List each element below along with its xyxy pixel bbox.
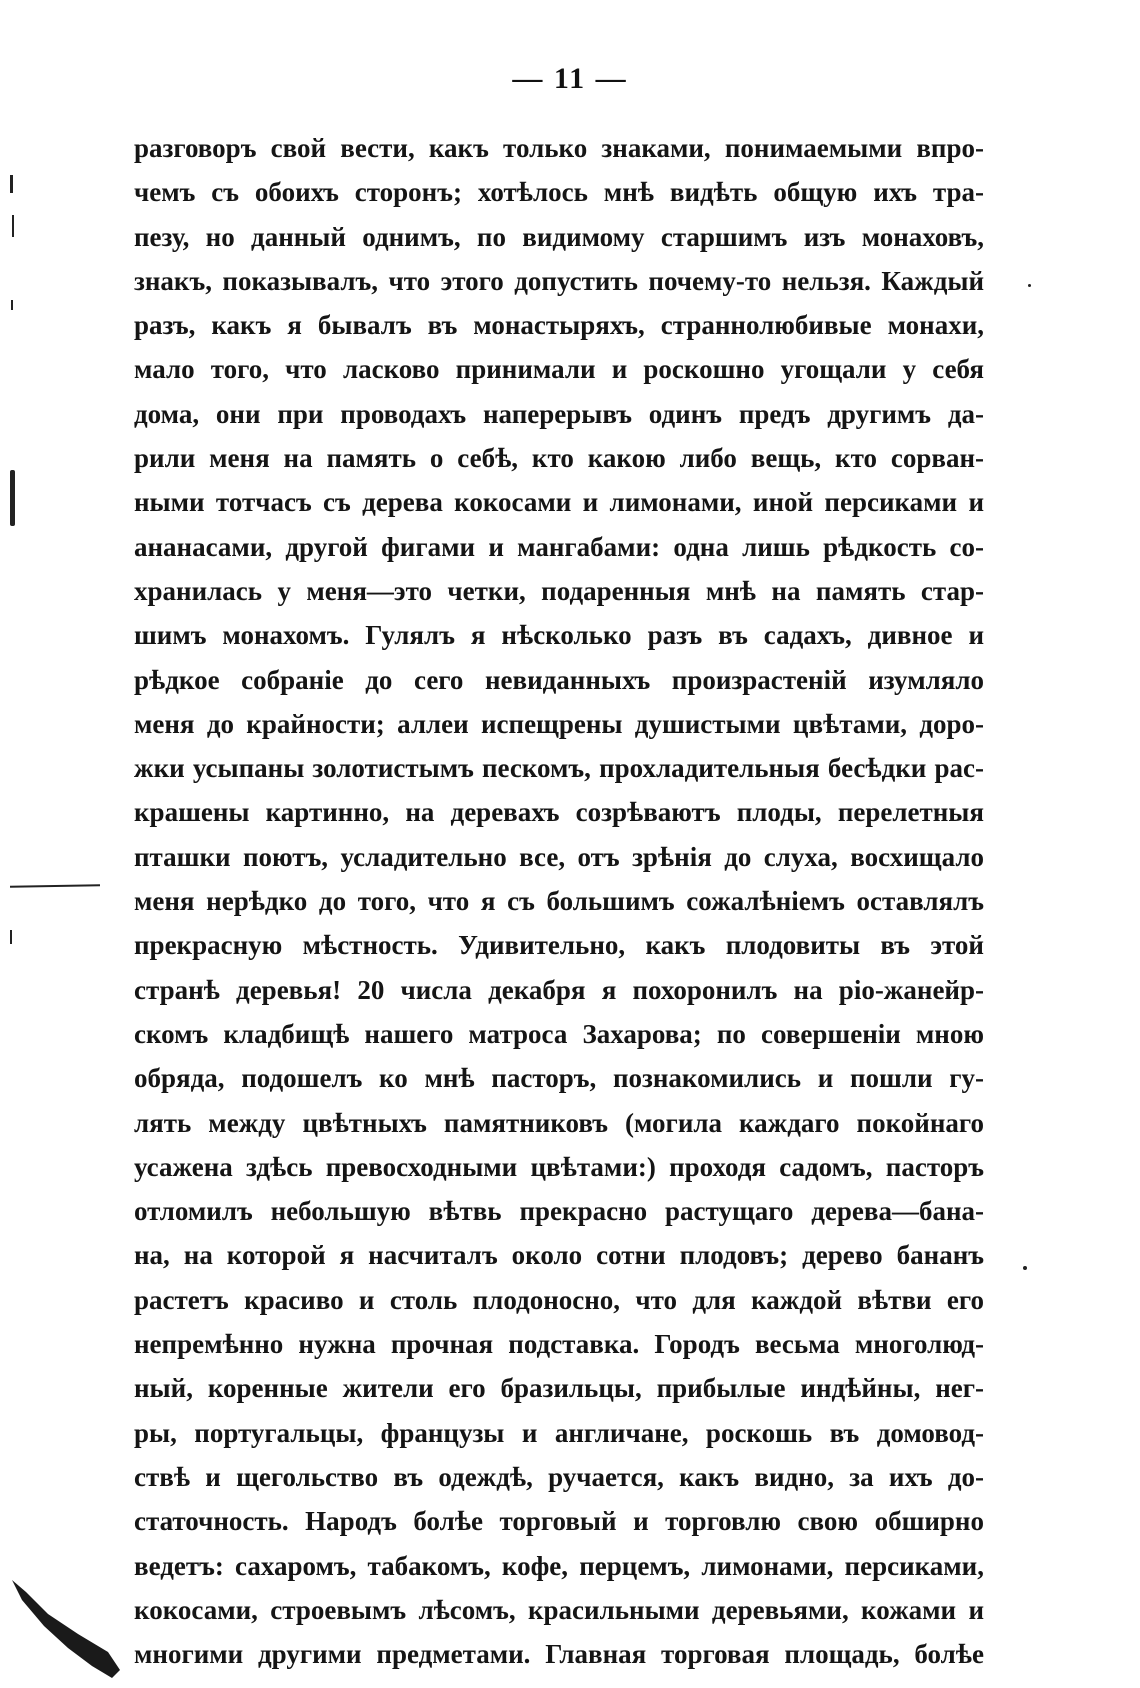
text-line: ананасами, другой фигами и мангабами: одна лишь рѣдкость со-	[134, 531, 984, 562]
text-line: ведетъ: сахаромъ, табакомъ, кофе, перцемъ, лимонами, персиками,	[134, 1550, 984, 1581]
text-line: хранилась у меня—это четки, подаренныя мнѣ на память стар-	[134, 575, 984, 606]
text-line: рили меня на память о себѣ, кто какою либо вещь, кто сорван-	[134, 443, 984, 474]
scan-artifact	[1023, 1266, 1027, 1270]
text-line: многими другими предметами. Главная торговая площадь, болѣе	[134, 1639, 984, 1670]
text-line: ры, португальцы, французы и англичане, роскошь въ домовод-	[134, 1417, 984, 1448]
text-line: растетъ красиво и столь плодоносно, что для каждой вѣтви его	[134, 1284, 984, 1315]
text-line: крашены картинно, на деревахъ созрѣваютъ плоды, перелетныя	[134, 797, 984, 828]
text-line: пташки поютъ, усладительно все, отъ зрѣнія до слуха, восхищало	[134, 841, 984, 872]
text-line: лять между цвѣтныхъ памятниковъ (могила каждаго покойнаго	[134, 1107, 984, 1138]
text-line: знакъ, показывалъ, что этого допустить почему-то нельзя. Каждый	[134, 265, 984, 296]
text-line: рѣдкое собраніе до сего невиданныхъ произрастеній изумляло	[134, 664, 984, 695]
text-line: чемъ съ обоихъ сторонъ; хотѣлось мнѣ видѣть общую ихъ тра-	[134, 177, 984, 208]
text-line: меня нерѣдко до того, что я съ большимъ сожалѣніемъ оставлялъ	[134, 886, 984, 917]
text-line: на, на которой я насчиталъ около сотни плодовъ; дерево бананъ	[134, 1240, 984, 1271]
text-line: разговоръ свой вести, какъ только знаками, понимаемыми впро-	[134, 133, 984, 163]
text-line: прекрасную мѣстность. Удивительно, какъ плодовиты въ этой	[134, 930, 984, 961]
text-line: дома, они при проводахъ наперерывъ одинъ предъ другимъ да-	[134, 398, 984, 429]
text-line: обряда, подошелъ ко мнѣ пасторъ, познакомились и пошли гу-	[134, 1063, 984, 1094]
text-line: кокосами, строевымъ лѣсомъ, красильными деревьями, кожами и	[134, 1594, 984, 1625]
text-line: шимъ монахомъ. Гулялъ я нѣсколько разъ въ садахъ, дивное и	[134, 620, 984, 651]
scan-artifact	[1028, 284, 1031, 287]
text-line: жки усыпаны золотистымъ пескомъ, прохладительныя бесѣдки рас-	[134, 753, 984, 784]
scan-artifact	[10, 884, 100, 888]
text-line: меня до крайности; аллеи испещрены душистыми цвѣтами, доро-	[134, 708, 984, 739]
scan-artifact	[11, 300, 13, 310]
body-text	[134, 126, 984, 1676]
text-line: ными тотчасъ съ дерева кокосами и лимонами, иной персиками и	[134, 487, 984, 518]
scan-artifact	[10, 930, 12, 944]
text-line: непремѣнно нужна прочная подставка. Городъ весьма многолюд-	[134, 1329, 984, 1360]
text-line: пезу, но данный однимъ, по видимому старшимъ изъ монаховъ,	[134, 221, 984, 252]
text-line: странѣ деревья! 20 числа декабря я похоронилъ на ріо-жанейр-	[134, 974, 984, 1005]
text-line: разъ, какъ я бывалъ въ монастыряхъ, страннолюбивые монахи,	[134, 310, 984, 341]
text-line: ный, коренные жители его бразильцы, прибылые индѣйны, нег-	[134, 1373, 984, 1404]
text-line: усажена здѣсь превосходными цвѣтами:) проходя садомъ, пасторъ	[134, 1151, 984, 1182]
text-line: отломилъ небольшую вѣтвь прекрасно растущаго дерева—бана-	[134, 1196, 984, 1227]
page-number: — 11 —	[512, 62, 628, 95]
scan-artifact	[12, 215, 14, 237]
text-line: статочность. Народъ болѣе торговый и торговлю свою обширно	[134, 1506, 984, 1537]
text-line: ствѣ и щегольство въ одеждѣ, ручается, какъ видно, за ихъ до-	[134, 1461, 984, 1492]
scan-artifact	[10, 470, 15, 526]
scan-artifact	[10, 175, 13, 193]
ink-smudge-icon	[8, 1574, 128, 1684]
text-line: мало того, что ласково принимали и роскошно угощали у себя	[134, 354, 984, 385]
text-line: скомъ кладбищѣ нашего матроса Захарова; по совершеніи мною	[134, 1018, 984, 1049]
